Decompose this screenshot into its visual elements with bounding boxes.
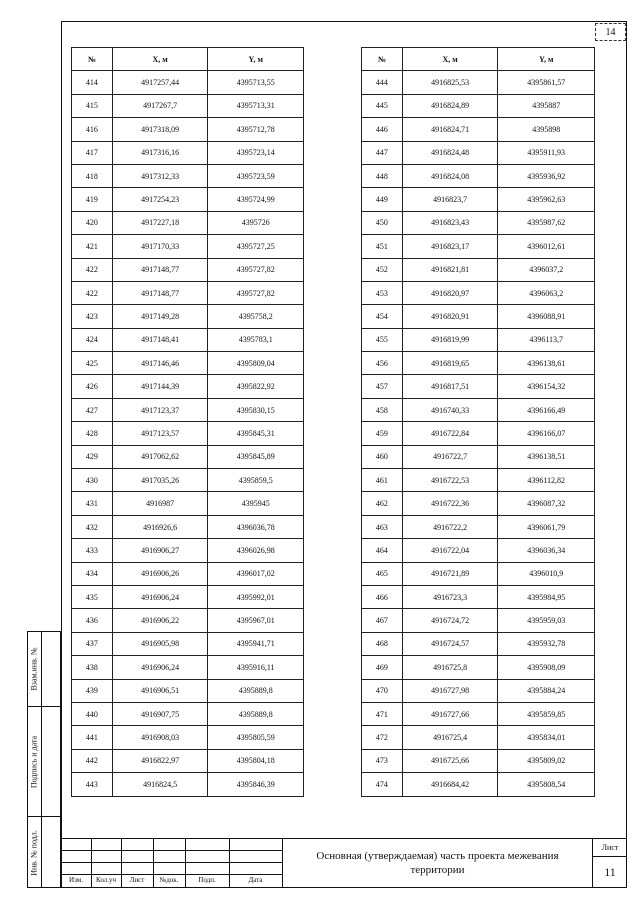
stamp-label-date: Дата xyxy=(248,876,263,884)
cell-y-coordinate: 4396087,32 xyxy=(498,492,595,515)
cell-x-coordinate: 4916906,51 xyxy=(112,679,208,702)
cell-x-coordinate: 4917170,33 xyxy=(112,235,208,258)
table-row xyxy=(72,71,304,94)
cell-x-coordinate: 4916722,84 xyxy=(402,422,498,445)
cell-y-coordinate: 4395884,24 xyxy=(498,679,595,702)
cell-point-number: 474 xyxy=(362,773,403,796)
table-row xyxy=(362,702,595,725)
cell-point-number: 432 xyxy=(72,515,113,538)
header-x: X, м xyxy=(402,48,498,71)
table-row xyxy=(72,94,304,117)
cell-y-coordinate: 4395804,18 xyxy=(208,749,304,772)
cell-y-coordinate: 4396166,07 xyxy=(498,422,595,445)
header-num: № xyxy=(72,48,113,71)
header-x: X, м xyxy=(112,48,208,71)
table-row xyxy=(362,656,595,679)
table-header-row xyxy=(72,48,304,71)
cell-y-coordinate: 4395945 xyxy=(208,492,304,515)
cell-y-coordinate: 4395992,01 xyxy=(208,585,304,608)
cell-y-coordinate: 4395727,82 xyxy=(208,258,304,281)
cell-y-coordinate: 4396012,61 xyxy=(498,235,595,258)
side-cell-inv-replace xyxy=(28,632,60,707)
cell-point-number: 415 xyxy=(72,94,113,117)
cell-point-number: 419 xyxy=(72,188,113,211)
side-label-inv-original: Инв. № подл. xyxy=(29,830,39,876)
cell-y-coordinate: 4396154,32 xyxy=(498,375,595,398)
cell-point-number: 431 xyxy=(72,492,113,515)
cell-point-number: 467 xyxy=(362,609,403,632)
table-row xyxy=(72,164,304,187)
table-row xyxy=(362,726,595,749)
cell-y-coordinate: 4395959,03 xyxy=(498,609,595,632)
table-row xyxy=(72,375,304,398)
table-row xyxy=(362,94,595,117)
table-row xyxy=(362,258,595,281)
cell-point-number: 461 xyxy=(362,469,403,492)
table-row xyxy=(72,211,304,234)
cell-x-coordinate: 4916820,97 xyxy=(402,281,498,304)
cell-y-coordinate: 4395967,01 xyxy=(208,609,304,632)
cell-y-coordinate: 4395916,11 xyxy=(208,656,304,679)
cell-point-number: 424 xyxy=(72,328,113,351)
table-row xyxy=(72,398,304,421)
cell-x-coordinate: 4916824,89 xyxy=(402,94,498,117)
table-row xyxy=(72,352,304,375)
table-row xyxy=(362,562,595,585)
cell-x-coordinate: 4916740,33 xyxy=(402,398,498,421)
stamp-grid-line xyxy=(61,874,282,875)
cell-x-coordinate: 4916722,04 xyxy=(402,539,498,562)
cell-point-number: 472 xyxy=(362,726,403,749)
table-row xyxy=(72,726,304,749)
cell-x-coordinate: 4917254,23 xyxy=(112,188,208,211)
cell-x-coordinate: 4916906,24 xyxy=(112,585,208,608)
cell-y-coordinate: 4396026,98 xyxy=(208,539,304,562)
cell-y-coordinate: 4395941,71 xyxy=(208,632,304,655)
cell-y-coordinate: 4395859,5 xyxy=(208,469,304,492)
table-row xyxy=(72,141,304,164)
cell-x-coordinate: 4917227,18 xyxy=(112,211,208,234)
cell-x-coordinate: 4917035,26 xyxy=(112,469,208,492)
cell-point-number: 414 xyxy=(72,71,113,94)
cell-x-coordinate: 4916823,7 xyxy=(402,188,498,211)
cell-point-number: 438 xyxy=(72,656,113,679)
cell-point-number: 429 xyxy=(72,445,113,468)
table-row xyxy=(72,585,304,608)
cell-x-coordinate: 4916824,48 xyxy=(402,141,498,164)
cell-point-number: 436 xyxy=(72,609,113,632)
cell-point-number: 447 xyxy=(362,141,403,164)
cell-y-coordinate: 4396112,82 xyxy=(498,469,595,492)
cell-y-coordinate: 4396036,34 xyxy=(498,539,595,562)
table-row xyxy=(362,632,595,655)
cell-point-number: 453 xyxy=(362,281,403,304)
table-row xyxy=(362,539,595,562)
table-row xyxy=(72,515,304,538)
coordinates-table-left xyxy=(71,47,304,797)
cell-y-coordinate: 4396138,51 xyxy=(498,445,595,468)
stamp-revision-grid xyxy=(61,838,282,888)
cell-y-coordinate: 4395834,01 xyxy=(498,726,595,749)
cell-point-number: 442 xyxy=(72,749,113,772)
stamp-label-doc: №док. xyxy=(159,876,179,884)
table-row xyxy=(72,118,304,141)
cell-point-number: 456 xyxy=(362,352,403,375)
cell-x-coordinate: 4916722,7 xyxy=(402,445,498,468)
cell-x-coordinate: 4916823,43 xyxy=(402,211,498,234)
table-row xyxy=(72,773,304,796)
table-row xyxy=(72,749,304,772)
cell-point-number: 445 xyxy=(362,94,403,117)
cell-y-coordinate: 4395758,2 xyxy=(208,305,304,328)
cell-x-coordinate: 4916727,66 xyxy=(402,702,498,725)
cell-y-coordinate: 4395713,31 xyxy=(208,94,304,117)
table-row xyxy=(72,235,304,258)
cell-x-coordinate: 4917123,37 xyxy=(112,398,208,421)
table-row xyxy=(362,352,595,375)
cell-y-coordinate: 4396037,2 xyxy=(498,258,595,281)
cell-point-number: 450 xyxy=(362,211,403,234)
table-row xyxy=(362,328,595,351)
cell-point-number: 430 xyxy=(72,469,113,492)
cell-point-number: 425 xyxy=(72,352,113,375)
cell-point-number: 460 xyxy=(362,445,403,468)
cell-point-number: 427 xyxy=(72,398,113,421)
table-row xyxy=(72,702,304,725)
coordinates-table-right xyxy=(361,47,595,797)
cell-x-coordinate: 4917267,7 xyxy=(112,94,208,117)
cell-x-coordinate: 4917149,28 xyxy=(112,305,208,328)
title-block-stamp xyxy=(61,838,627,888)
cell-x-coordinate: 4916820,91 xyxy=(402,305,498,328)
table-row xyxy=(362,118,595,141)
cell-y-coordinate: 4396017,02 xyxy=(208,562,304,585)
document-title: Основная (утверждаемая) часть проекта межевания территории xyxy=(282,838,592,888)
cell-point-number: 434 xyxy=(72,562,113,585)
cell-point-number: 426 xyxy=(72,375,113,398)
table-row xyxy=(362,235,595,258)
cell-x-coordinate: 4917148,41 xyxy=(112,328,208,351)
cell-point-number: 423 xyxy=(72,305,113,328)
cell-y-coordinate: 4395889,8 xyxy=(208,679,304,702)
table-row xyxy=(72,188,304,211)
cell-x-coordinate: 4917148,77 xyxy=(112,281,208,304)
cell-point-number: 428 xyxy=(72,422,113,445)
table-row xyxy=(72,609,304,632)
cell-y-coordinate: 4395713,55 xyxy=(208,71,304,94)
cell-y-coordinate: 4395889,8 xyxy=(208,702,304,725)
cell-y-coordinate: 4395898 xyxy=(498,118,595,141)
cell-point-number: 418 xyxy=(72,164,113,187)
cell-x-coordinate: 4917316,16 xyxy=(112,141,208,164)
cell-y-coordinate: 4395809,04 xyxy=(208,352,304,375)
cell-y-coordinate: 4395727,82 xyxy=(208,281,304,304)
cell-x-coordinate: 4916722,2 xyxy=(402,515,498,538)
table-row xyxy=(362,469,595,492)
table-row xyxy=(72,539,304,562)
cell-y-coordinate: 4395783,1 xyxy=(208,328,304,351)
cell-y-coordinate: 4395845,89 xyxy=(208,445,304,468)
cell-x-coordinate: 4917123,57 xyxy=(112,422,208,445)
cell-x-coordinate: 4916908,03 xyxy=(112,726,208,749)
cell-point-number: 422 xyxy=(72,281,113,304)
side-cell-signature-date xyxy=(28,707,60,817)
table-row xyxy=(362,492,595,515)
cell-x-coordinate: 4916724,57 xyxy=(402,632,498,655)
cell-x-coordinate: 4917146,46 xyxy=(112,352,208,375)
cell-point-number: 463 xyxy=(362,515,403,538)
cell-point-number: 452 xyxy=(362,258,403,281)
cell-x-coordinate: 4916817,51 xyxy=(402,375,498,398)
stamp-grid-line xyxy=(61,850,282,851)
cell-y-coordinate: 4395805,59 xyxy=(208,726,304,749)
cell-y-coordinate: 4396138,61 xyxy=(498,352,595,375)
cell-point-number: 441 xyxy=(72,726,113,749)
cell-y-coordinate: 4395808,54 xyxy=(498,773,595,796)
table-body-left xyxy=(72,71,304,796)
cell-x-coordinate: 4916684,42 xyxy=(402,773,498,796)
cell-point-number: 435 xyxy=(72,585,113,608)
cell-x-coordinate: 4916824,08 xyxy=(402,164,498,187)
table-row xyxy=(72,656,304,679)
cell-x-coordinate: 4916722,53 xyxy=(402,469,498,492)
table-row xyxy=(362,211,595,234)
table-row xyxy=(72,258,304,281)
cell-point-number: 417 xyxy=(72,141,113,164)
table-row xyxy=(72,562,304,585)
cell-y-coordinate: 4396113,7 xyxy=(498,328,595,351)
cell-x-coordinate: 4916906,24 xyxy=(112,656,208,679)
cell-y-coordinate: 4395846,39 xyxy=(208,773,304,796)
cell-y-coordinate: 4395822,92 xyxy=(208,375,304,398)
cell-x-coordinate: 4917312,33 xyxy=(112,164,208,187)
table-row xyxy=(72,492,304,515)
table-row xyxy=(362,749,595,772)
table-row xyxy=(362,71,595,94)
side-stamp-strip xyxy=(27,631,61,888)
table-row xyxy=(72,328,304,351)
cell-point-number: 471 xyxy=(362,702,403,725)
cell-x-coordinate: 4916724,72 xyxy=(402,609,498,632)
cell-y-coordinate: 4395809,02 xyxy=(498,749,595,772)
cell-point-number: 462 xyxy=(362,492,403,515)
cell-y-coordinate: 4396061,79 xyxy=(498,515,595,538)
cell-y-coordinate: 4396036,78 xyxy=(208,515,304,538)
cell-point-number: 443 xyxy=(72,773,113,796)
side-label-signature-date: Подпись и дата xyxy=(29,735,39,788)
cell-y-coordinate: 4395861,57 xyxy=(498,71,595,94)
cell-point-number: 451 xyxy=(362,235,403,258)
cell-point-number: 446 xyxy=(362,118,403,141)
cell-y-coordinate: 4395936,92 xyxy=(498,164,595,187)
cell-point-number: 455 xyxy=(362,328,403,351)
side-cell-inv-original xyxy=(28,817,60,889)
cell-y-coordinate: 4395724,99 xyxy=(208,188,304,211)
cell-point-number: 457 xyxy=(362,375,403,398)
sheet-label: Лист xyxy=(593,839,627,857)
table-row xyxy=(72,679,304,702)
cell-x-coordinate: 4916721,89 xyxy=(402,562,498,585)
cell-y-coordinate: 4396088,91 xyxy=(498,305,595,328)
table-row xyxy=(362,679,595,702)
table-row xyxy=(362,188,595,211)
table-row xyxy=(362,445,595,468)
cell-x-coordinate: 4917257,44 xyxy=(112,71,208,94)
table-row xyxy=(72,469,304,492)
cell-y-coordinate: 4395726 xyxy=(208,211,304,234)
cell-point-number: 468 xyxy=(362,632,403,655)
cell-y-coordinate: 4395987,62 xyxy=(498,211,595,234)
cell-y-coordinate: 4396063,2 xyxy=(498,281,595,304)
cell-point-number: 440 xyxy=(72,702,113,725)
cell-point-number: 465 xyxy=(362,562,403,585)
cell-y-coordinate: 4395723,59 xyxy=(208,164,304,187)
cell-x-coordinate: 4916823,17 xyxy=(402,235,498,258)
cell-point-number: 464 xyxy=(362,539,403,562)
cell-point-number: 459 xyxy=(362,422,403,445)
table-row xyxy=(362,398,595,421)
table-row xyxy=(72,445,304,468)
cell-y-coordinate: 4395712,78 xyxy=(208,118,304,141)
table-row xyxy=(362,609,595,632)
cell-point-number: 444 xyxy=(362,71,403,94)
cell-y-coordinate: 4395859,85 xyxy=(498,702,595,725)
cell-x-coordinate: 4916725,4 xyxy=(402,726,498,749)
cell-x-coordinate: 4916824,5 xyxy=(112,773,208,796)
cell-point-number: 469 xyxy=(362,656,403,679)
cell-x-coordinate: 4916727,98 xyxy=(402,679,498,702)
cell-x-coordinate: 4916821,81 xyxy=(402,258,498,281)
table-row xyxy=(362,164,595,187)
page-number: 14 xyxy=(595,23,626,41)
cell-x-coordinate: 4916987 xyxy=(112,492,208,515)
cell-y-coordinate: 4395830,15 xyxy=(208,398,304,421)
cell-x-coordinate: 4916906,26 xyxy=(112,562,208,585)
table-header-row xyxy=(362,48,595,71)
cell-x-coordinate: 4916725,8 xyxy=(402,656,498,679)
cell-x-coordinate: 4916907,75 xyxy=(112,702,208,725)
cell-point-number: 458 xyxy=(362,398,403,421)
cell-y-coordinate: 4395845,31 xyxy=(208,422,304,445)
cell-point-number: 473 xyxy=(362,749,403,772)
cell-x-coordinate: 4916819,65 xyxy=(402,352,498,375)
stamp-label-sheet: Лист xyxy=(129,876,145,884)
cell-y-coordinate: 4396166,49 xyxy=(498,398,595,421)
cell-y-coordinate: 4396010,9 xyxy=(498,562,595,585)
stamp-grid-line xyxy=(61,862,282,863)
table-row xyxy=(72,422,304,445)
cell-x-coordinate: 4917148,77 xyxy=(112,258,208,281)
cell-y-coordinate: 4395723,14 xyxy=(208,141,304,164)
stamp-label-count: Кол.уч xyxy=(96,876,116,884)
cell-point-number: 439 xyxy=(72,679,113,702)
cell-point-number: 420 xyxy=(72,211,113,234)
cell-point-number: 448 xyxy=(362,164,403,187)
table-row xyxy=(362,422,595,445)
cell-point-number: 470 xyxy=(362,679,403,702)
cell-y-coordinate: 4395911,93 xyxy=(498,141,595,164)
table-row xyxy=(362,515,595,538)
stamp-label-signature: Подп. xyxy=(198,876,216,884)
table-body-right xyxy=(362,71,595,796)
cell-x-coordinate: 4916825,53 xyxy=(402,71,498,94)
cell-y-coordinate: 4395962,63 xyxy=(498,188,595,211)
cell-y-coordinate: 4395932,78 xyxy=(498,632,595,655)
table-row xyxy=(72,281,304,304)
cell-x-coordinate: 4916906,22 xyxy=(112,609,208,632)
sheet-number: 11 xyxy=(604,865,616,879)
table-row xyxy=(362,375,595,398)
stamp-label-change: Изм. xyxy=(69,876,83,884)
cell-point-number: 466 xyxy=(362,585,403,608)
cell-y-coordinate: 4395727,25 xyxy=(208,235,304,258)
cell-x-coordinate: 4917062,62 xyxy=(112,445,208,468)
stamp-sheet-box xyxy=(592,838,627,888)
cell-x-coordinate: 4916722,36 xyxy=(402,492,498,515)
cell-point-number: 416 xyxy=(72,118,113,141)
header-y: Y, м xyxy=(498,48,595,71)
table-row xyxy=(72,305,304,328)
cell-point-number: 433 xyxy=(72,539,113,562)
cell-point-number: 421 xyxy=(72,235,113,258)
cell-x-coordinate: 4916824,71 xyxy=(402,118,498,141)
cell-x-coordinate: 4916725,66 xyxy=(402,749,498,772)
cell-x-coordinate: 4916723,3 xyxy=(402,585,498,608)
cell-point-number: 454 xyxy=(362,305,403,328)
table-row xyxy=(362,773,595,796)
table-row xyxy=(362,141,595,164)
table-row xyxy=(72,632,304,655)
side-label-inv-replace: Взам.инв. № xyxy=(29,647,39,691)
header-num: № xyxy=(362,48,403,71)
table-row xyxy=(362,585,595,608)
table-row xyxy=(362,281,595,304)
header-y: Y, м xyxy=(208,48,304,71)
cell-x-coordinate: 4916926,6 xyxy=(112,515,208,538)
cell-point-number: 422 xyxy=(72,258,113,281)
cell-x-coordinate: 4916822,97 xyxy=(112,749,208,772)
cell-x-coordinate: 4916905,98 xyxy=(112,632,208,655)
table-row xyxy=(362,305,595,328)
cell-y-coordinate: 4395984,95 xyxy=(498,585,595,608)
cell-x-coordinate: 4917144,39 xyxy=(112,375,208,398)
cell-x-coordinate: 4916906,27 xyxy=(112,539,208,562)
cell-y-coordinate: 4395908,09 xyxy=(498,656,595,679)
cell-x-coordinate: 4916819,99 xyxy=(402,328,498,351)
cell-point-number: 437 xyxy=(72,632,113,655)
cell-point-number: 449 xyxy=(362,188,403,211)
cell-y-coordinate: 4395887 xyxy=(498,94,595,117)
cell-x-coordinate: 4917318,09 xyxy=(112,118,208,141)
